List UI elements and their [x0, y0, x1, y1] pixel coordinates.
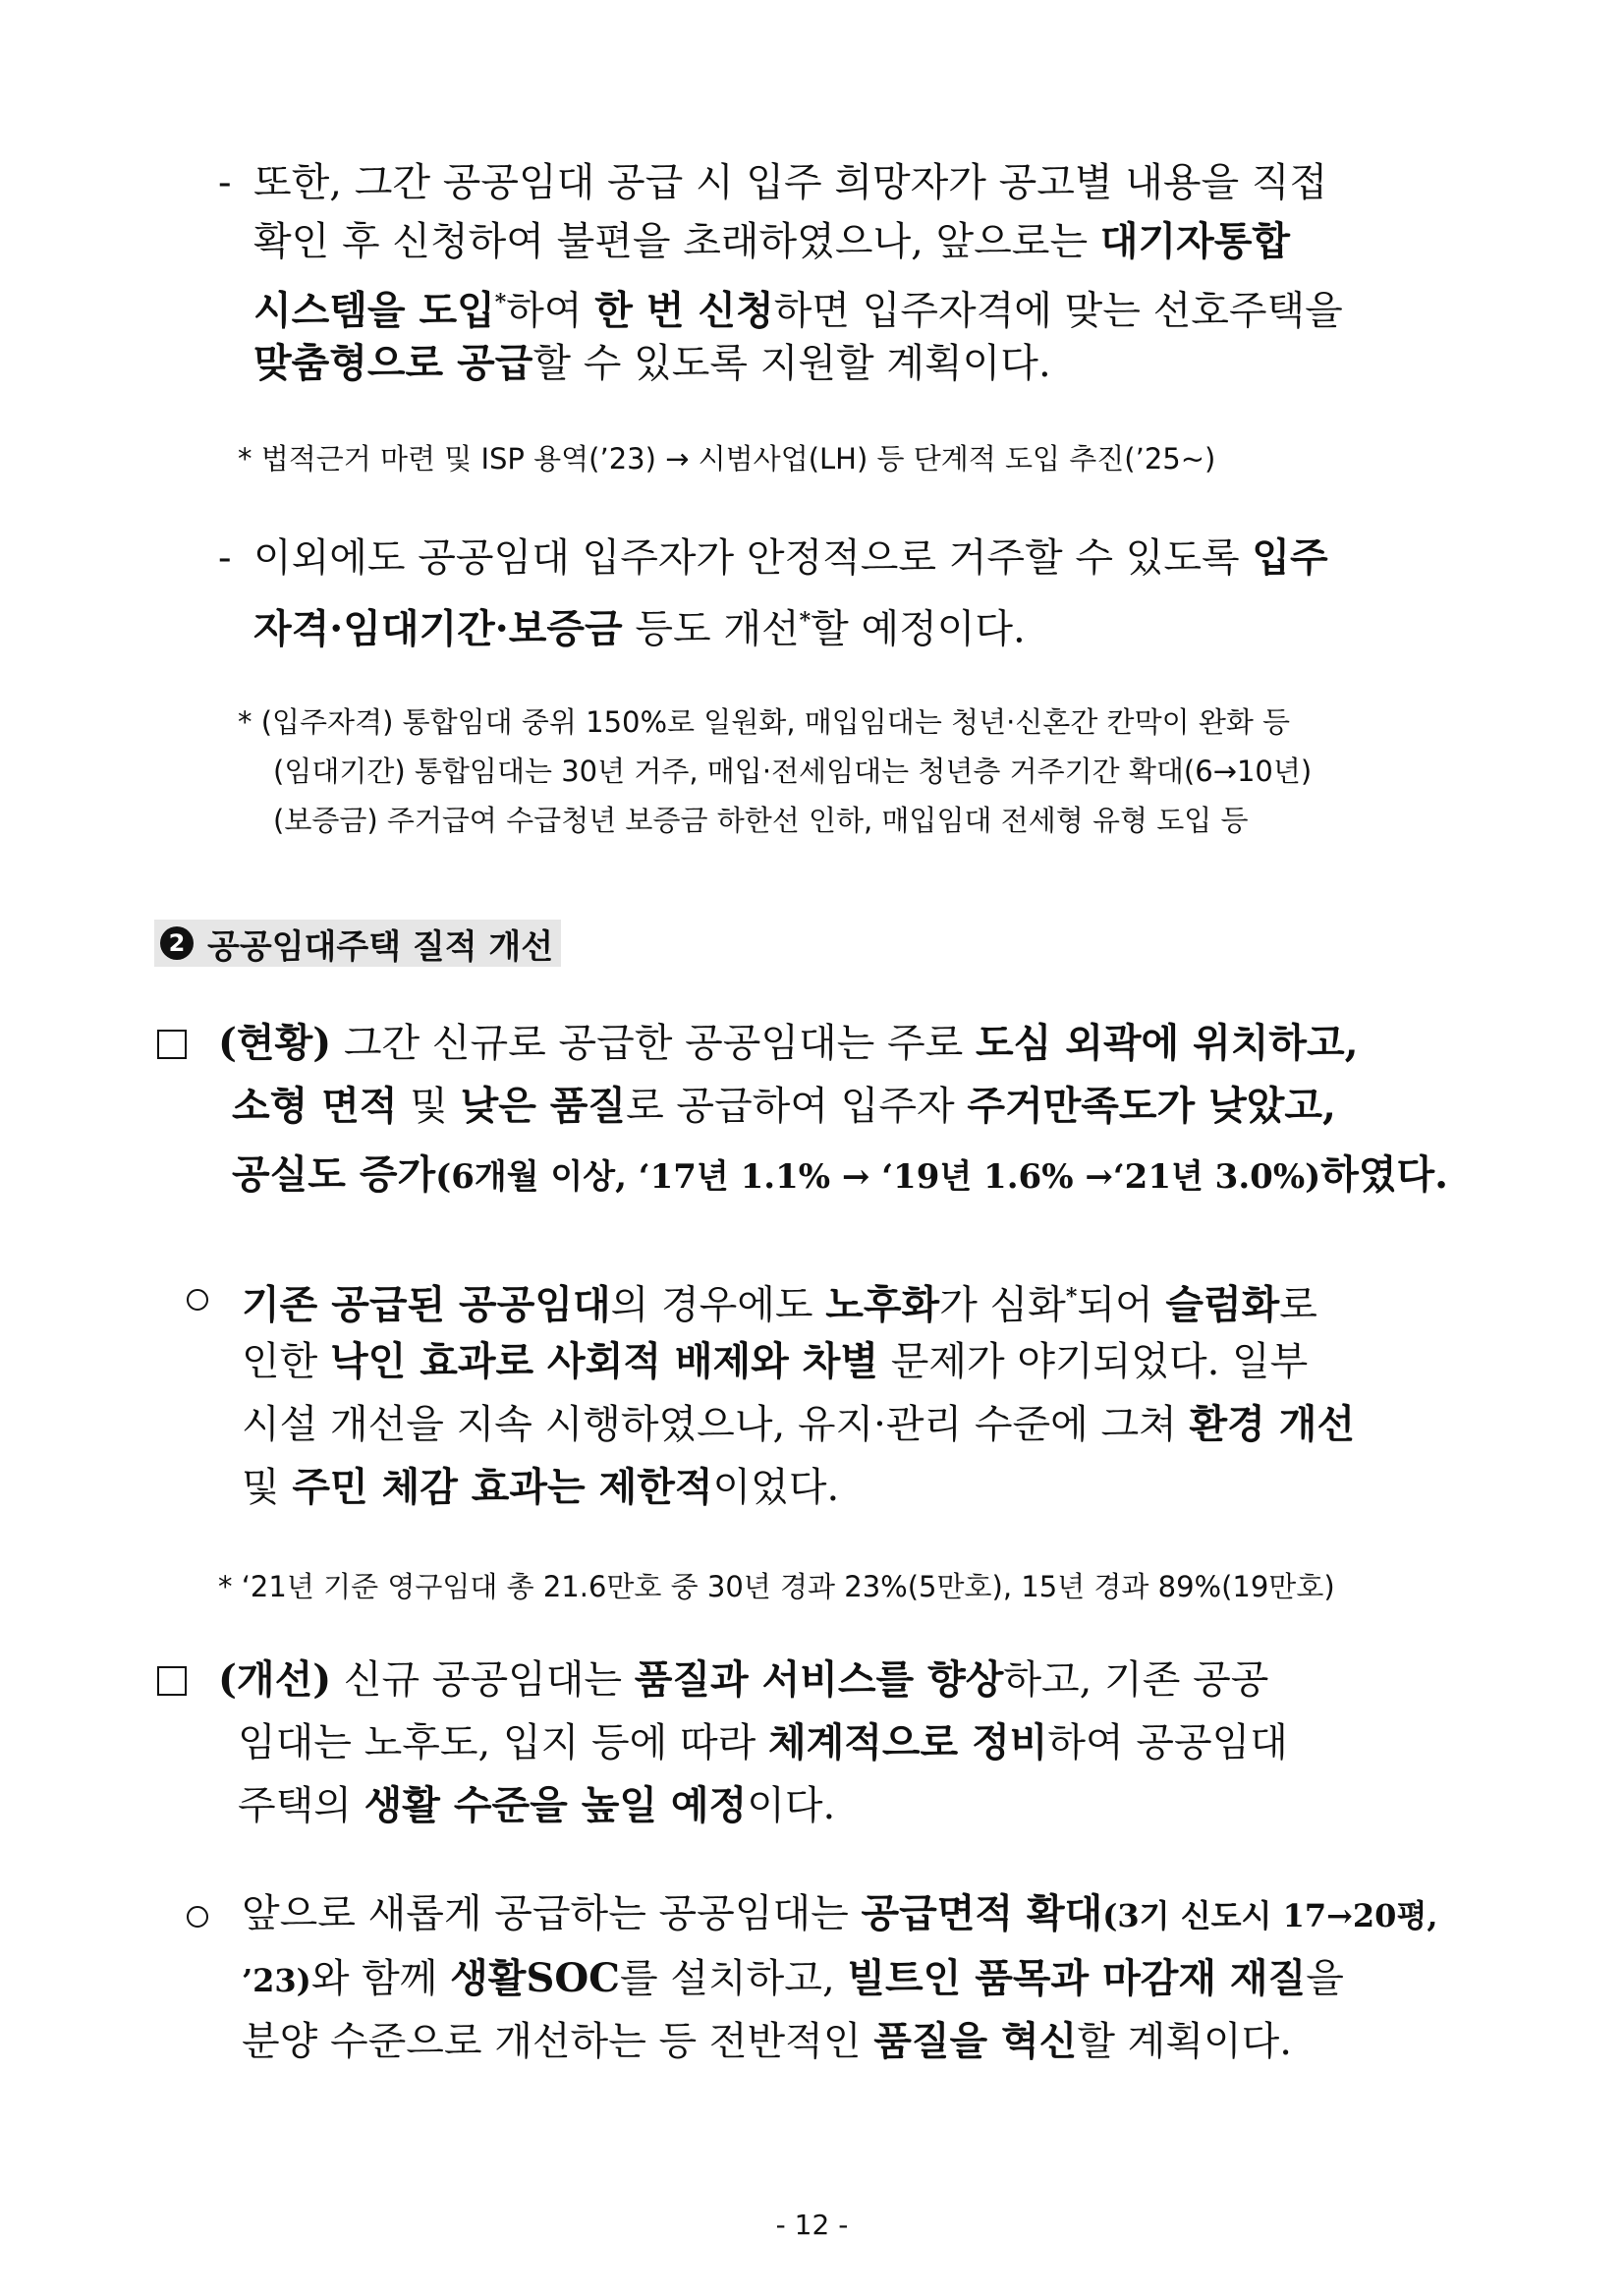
emphasis: 노후화: [825, 1281, 940, 1328]
emphasis: 품질을 혁신: [873, 2018, 1078, 2064]
emphasis: 공급면적 확대: [861, 1890, 1103, 1936]
emphasis: 시스템을 도입: [253, 287, 495, 334]
text: 하였다.: [1320, 1151, 1449, 1198]
improve-line2: [238, 1719, 1288, 1765]
text: 이었다.: [712, 1465, 840, 1510]
checkbox-icon: [157, 1030, 187, 1059]
para2-line2: [253, 601, 1026, 652]
emphasis: 생활SOC: [450, 1955, 621, 2001]
text: 로: [1279, 1282, 1317, 1328]
para2-line1: [253, 534, 1328, 581]
emphasis: 환경 개선: [1189, 1401, 1356, 1447]
para1-line3: [253, 283, 1343, 334]
emphasis: 도심 외곽에 위치: [976, 1020, 1269, 1066]
bullet-circle-icon: [187, 1906, 208, 1928]
para2-marker: -: [218, 535, 232, 581]
status-line2: [232, 1083, 1336, 1129]
text: 시설 개선을 지속 시행하였으나, 유지·관리 수준에 그쳐: [242, 1402, 1190, 1447]
para1-marker: -: [218, 160, 232, 205]
emphasis: 빌트인 품목과 마감재 재질: [847, 1955, 1307, 2001]
emphasis: 낮은 품질: [460, 1083, 627, 1129]
emphasis: 기존 공급된 공공임대: [242, 1281, 611, 1328]
para1-line1: 또한, 그간 공공임대 공급 시 입주 희망자가 공고별 내용을 직접: [253, 160, 1328, 205]
bullet-circle-icon: [187, 1289, 208, 1311]
text: 앞으로 새롭게 공급하는 공공임대는: [242, 1891, 862, 1936]
page-number: - 12 -: [775, 2209, 849, 2241]
text: ’23): [242, 1962, 311, 1999]
emphasis: 품질과 서비스를 향상: [634, 1656, 1004, 1703]
status-line3: [232, 1151, 1449, 1198]
emphasis: 슬럼화: [1165, 1281, 1280, 1328]
improve-line3: [238, 1782, 836, 1828]
section-heading: [154, 920, 561, 967]
text: 하고, 기존 공공: [1003, 1657, 1269, 1703]
note2-line1: * (입주자격) 통합임대 중위 150%로 일원화, 매입임대는 청년·신혼간 칸막이 완화 등: [238, 705, 1291, 739]
text: 할 수 있도록 지원할 계획이다.: [532, 341, 1051, 386]
sub1-line2: [242, 1338, 1309, 1384]
emphasis: 대기자통합: [1099, 218, 1291, 264]
text: 할 계획이다.: [1077, 2019, 1292, 2064]
emphasis: 맞춤형으로 공급: [253, 340, 533, 386]
emphasis: 체계적으로 정비: [767, 1719, 1048, 1765]
emphasis: 공실도 증가: [232, 1151, 436, 1198]
text: 주택의: [238, 1783, 364, 1828]
text: 와 함께: [310, 1956, 451, 2001]
emphasis: 한 번 신청: [594, 287, 774, 334]
text: 하여 공공임대: [1047, 1720, 1288, 1765]
text: 및: [242, 1465, 293, 1510]
text: 로 공급하여 입주자: [626, 1084, 968, 1129]
text: 가 심화: [939, 1282, 1066, 1328]
text: 분양 수준으로 개선하는 등 전반적인: [242, 2019, 874, 2064]
note1: * 법적근거 마련 및 ISP 용역(’23) → 시범사업(LH) 등 단계적 도입 추진(’25~): [238, 442, 1216, 476]
sub2-line3: [242, 2018, 1292, 2064]
emphasis: 소형 면적: [232, 1083, 398, 1129]
text: 및: [397, 1084, 461, 1129]
improve-line1: [218, 1656, 1269, 1703]
emphasis: 입주: [1252, 534, 1328, 581]
note3: * ‘21년 기준 영구임대 총 21.6만호 중 30년 경과 23%(5만호), 15년 경과 89%(19만호): [218, 1570, 1335, 1603]
label: (개선): [218, 1656, 332, 1703]
emphasis: 주거만족도가 낮았고,: [967, 1083, 1336, 1129]
section-title: 공공임대주택 질적 개선: [207, 926, 554, 967]
footnote-mark: *: [799, 608, 812, 634]
text: 인한: [242, 1339, 330, 1384]
text: 의 경우에도: [610, 1282, 826, 1328]
label: (현황): [218, 1020, 332, 1066]
sub1-line4: [242, 1464, 840, 1510]
footnote-mark: *: [1065, 1284, 1078, 1310]
para1-line2: [253, 218, 1291, 264]
text: 그간 신규로 공급한 공공임대는 주로: [331, 1021, 977, 1066]
text: 임대는 노후도, 입지 등에 따라: [238, 1720, 768, 1765]
emphasis: 생활 수준을 높일 예정: [364, 1782, 748, 1828]
text: 확인 후 신청하여 불편을 초래하였으나, 앞으로는: [253, 219, 1100, 264]
emphasis: 자격·임대기간·보증금: [253, 605, 623, 652]
text: 하여: [506, 288, 595, 334]
text: 하면 입주자격에 맞는 선호주택을: [773, 288, 1343, 334]
sub2-line1: [242, 1890, 1438, 1936]
emphasis: 주민 체감 효과는 제한적: [292, 1464, 713, 1510]
status-line1: [218, 1020, 1359, 1066]
note2-line2: (임대기간) 통합임대는 30년 거주, 매입·전세임대는 청년층 거주기간 확대(6→10년): [273, 755, 1313, 788]
section-number-icon: 2: [160, 926, 194, 960]
sub1-line1: [242, 1277, 1317, 1328]
sub2-line2: [242, 1955, 1344, 2001]
text: 신규 공공임대는: [331, 1657, 635, 1703]
emphasis: 낙인 효과로 사회적 배제와 차별: [330, 1338, 879, 1384]
footnote-mark: *: [494, 290, 507, 315]
text: 를 설치하고,: [620, 1956, 848, 2001]
text: 이외에도 공공임대 입주자가 안정적으로 거주할 수 있도록: [253, 535, 1253, 581]
text: 이다.: [747, 1783, 836, 1828]
text: 할 예정이다.: [811, 606, 1026, 652]
text: (3기 신도시 17→20평,: [1102, 1897, 1438, 1934]
text: 되어: [1077, 1282, 1166, 1328]
para1-line4: [253, 340, 1051, 386]
text: 문제가 야기되었다. 일부: [878, 1339, 1309, 1384]
note2-line3: (보증금) 주거급여 수급청년 보증금 하한선 인하, 매입임대 전세형 유형 도입 등: [273, 804, 1249, 837]
checkbox-icon: [157, 1666, 187, 1696]
text: 등도 개선: [622, 606, 800, 652]
text: 하고,: [1268, 1020, 1359, 1066]
sub1-line3: [242, 1401, 1356, 1447]
stats: (6개월 이상, ‘17년 1.1% → ‘19년 1.6% →‘21년 3.0%): [435, 1157, 1321, 1197]
text: 을: [1306, 1956, 1344, 2001]
